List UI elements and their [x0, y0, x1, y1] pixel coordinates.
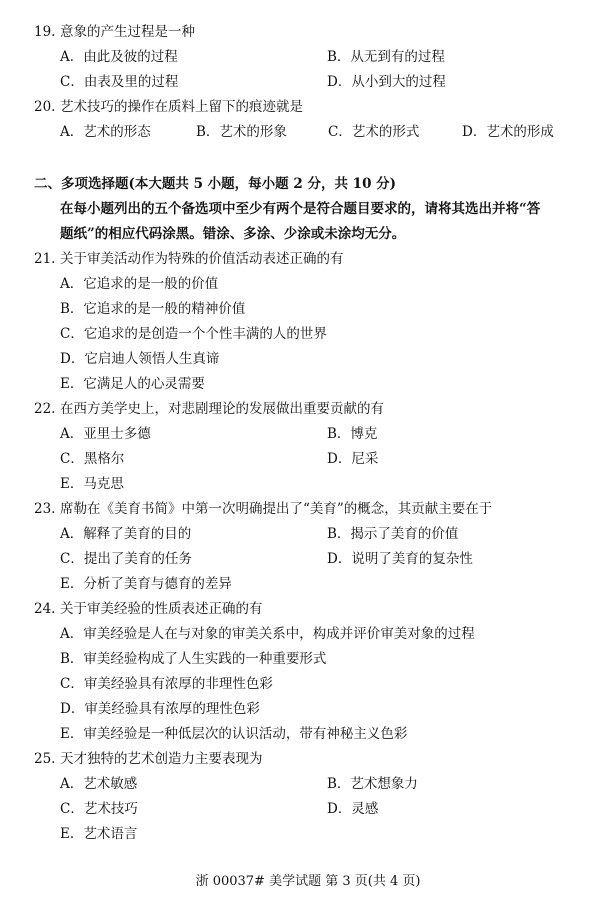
- question-19: [0, 22, 616, 42]
- option-row: [0, 624, 616, 644]
- option-a: A．解释了美育的目的: [60, 526, 192, 542]
- option-d: D．审美经验具有浓厚的理性色彩: [60, 701, 260, 717]
- instruction-line-2: 题纸”的相应代码涂黑。错涂、多涂、少涂或未涂均无分。: [60, 226, 406, 242]
- option-a: A．审美经验是人在与对象的审美关系中，构成并评价审美对象的过程: [60, 626, 475, 642]
- option-c: C．提出了美育的任务: [60, 551, 192, 567]
- question-number: 24.: [34, 601, 56, 617]
- option-d: D．从小到大的过程: [327, 74, 446, 90]
- question-24: [0, 599, 616, 619]
- option-c: C．艺术的形式: [328, 124, 420, 140]
- option-b: B．博克: [327, 426, 378, 442]
- question-number: 25.: [34, 751, 56, 767]
- option-c: C．审美经验具有浓厚的非理性色彩: [60, 676, 273, 692]
- page-footer: 浙 00037# 美学试题 第 3 页(共 4 页): [195, 874, 421, 889]
- option-row: [0, 424, 616, 444]
- option-row: [0, 674, 616, 694]
- question-20: [0, 97, 616, 117]
- option-row: [0, 299, 616, 319]
- option-b: B．艺术想象力: [327, 776, 418, 792]
- option-c: C．由表及里的过程: [60, 74, 179, 90]
- question-number: 19.: [34, 24, 56, 40]
- question-22: [0, 399, 616, 419]
- question-stem: 在西方美学史上，对悲剧理论的发展做出重要贡献的有: [60, 401, 384, 417]
- option-row: [0, 47, 616, 67]
- option-d: D．它启迪人领悟人生真谛: [60, 351, 220, 367]
- option-row: [0, 649, 616, 669]
- option-b: B．从无到有的过程: [327, 49, 445, 65]
- option-d: D．说明了美育的复杂性: [327, 551, 473, 567]
- section-title: 二、多项选择题(本大题共 5 小题，每小题 2 分，共 10 分): [34, 176, 397, 192]
- instruction-line-1: 在每小题列出的五个备选项中至少有两个是符合题目要求的，请将其选出并将“答: [60, 201, 541, 217]
- section-instructions: [0, 224, 616, 244]
- option-row: [0, 324, 616, 344]
- option-e: E．艺术语言: [60, 826, 138, 842]
- option-row: [0, 699, 616, 719]
- option-e: E．它满足人的心灵需要: [60, 376, 205, 392]
- option-b: B．审美经验构成了人生实践的一种重要形式: [60, 651, 327, 667]
- option-row: [0, 774, 616, 794]
- option-row: [0, 374, 616, 394]
- question-stem: 意象的产生过程是一种: [60, 24, 195, 40]
- option-b: B．它追求的是一般的精神价值: [60, 301, 246, 317]
- option-row: [0, 274, 616, 294]
- option-b: B．艺术的形象: [196, 124, 287, 140]
- option-a: A．艺术的形态: [60, 124, 151, 140]
- option-e: E．审美经验是一种低层次的认识活动，带有神秘主义色彩: [60, 726, 408, 742]
- question-stem: 关于审美活动作为特殊的价值活动表述正确的有: [60, 251, 344, 267]
- option-a: A．艺术敏感: [60, 776, 138, 792]
- question-stem: 关于审美经验的性质表述正确的有: [60, 601, 263, 617]
- question-stem: 席勒在《美育书简》中第一次明确提出了“美育”的概念，其贡献主要在于: [60, 501, 493, 517]
- option-row: [0, 724, 616, 744]
- option-c: C．艺术技巧: [60, 801, 138, 817]
- question-number: 22.: [34, 401, 56, 417]
- option-row: [0, 449, 616, 469]
- option-c: C．黑格尔: [60, 451, 125, 467]
- option-e: E．分析了美育与德育的差异: [60, 576, 232, 592]
- question-stem: 艺术技巧的操作在质料上留下的痕迹就是: [60, 99, 303, 115]
- option-c: C．它追求的是创造一个个性丰满的人的世界: [60, 326, 327, 342]
- option-a: A．亚里士多德: [60, 426, 151, 442]
- section-heading: [0, 174, 616, 194]
- question-number: 20.: [34, 99, 56, 115]
- option-row: [0, 524, 616, 544]
- option-row: [0, 72, 616, 92]
- question-25: [0, 749, 616, 769]
- option-d: D．艺术的形成: [462, 124, 554, 140]
- option-row: [0, 824, 616, 844]
- option-row: [0, 122, 616, 142]
- question-21: [0, 249, 616, 269]
- option-row: [0, 549, 616, 569]
- question-stem: 天才独特的艺术创造力主要表现为: [60, 751, 263, 767]
- section-instructions: [0, 199, 616, 219]
- option-e: E．马克思: [60, 476, 124, 492]
- option-a: A．它追求的是一般的价值: [60, 276, 219, 292]
- question-number: 23.: [34, 501, 56, 517]
- question-23: [0, 499, 616, 519]
- option-a: A．由此及彼的过程: [60, 49, 178, 65]
- option-row: [0, 349, 616, 369]
- option-row: [0, 799, 616, 819]
- option-row: [0, 474, 616, 494]
- option-d: D．灵感: [327, 801, 379, 817]
- question-number: 21.: [34, 251, 56, 267]
- option-d: D．尼采: [327, 451, 379, 467]
- option-row: [0, 574, 616, 594]
- option-b: B．揭示了美育的价值: [327, 526, 459, 542]
